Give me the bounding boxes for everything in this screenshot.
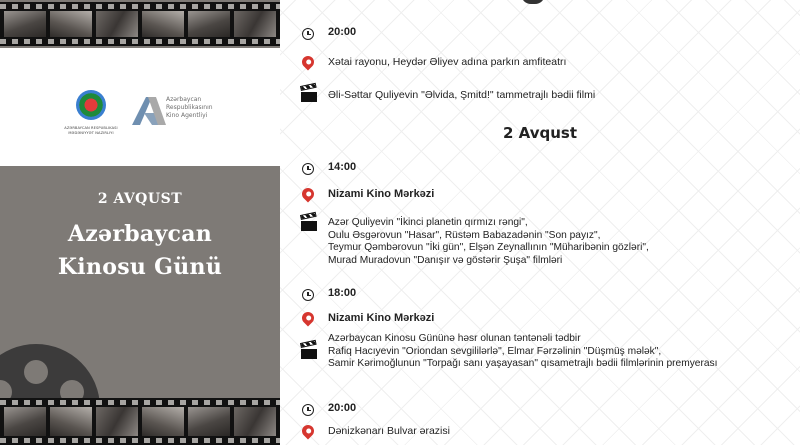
clapperboard-icon (300, 213, 318, 231)
event-film-row (300, 84, 595, 102)
filmstrip-top (0, 2, 280, 46)
film-line: Murad Muradovun "Danışır və göstərir Şuşa" filmləri (328, 254, 563, 266)
kino-agency-name: Azərbaycan Respublikasının Kino Agentliyi (166, 96, 213, 119)
event-location-row (300, 425, 450, 443)
event-film-row (300, 333, 717, 371)
event-time-row (300, 26, 356, 44)
kino-agency-logo-icon (130, 93, 170, 127)
state-emblem-icon (76, 90, 106, 120)
location-pin-icon (300, 186, 317, 203)
event-location: Nizami Kino Mərkəzi (328, 188, 435, 200)
event-time: 18:00 (328, 287, 357, 299)
location-pin-icon (300, 310, 317, 327)
event-films (328, 333, 717, 371)
film-line: Samir Kərimoğlunun "Torpağı sanı yaşayasan" qısametrajlı bədii filmlərinin premyerası (328, 358, 718, 370)
event-location: Nizami Kino Mərkəzi (328, 312, 435, 324)
clock-icon (302, 404, 314, 416)
ministry-caption: AZƏRBAYCAN RESPUBLIKASI MƏDƏNIYYƏT NAZIRLIYI (64, 126, 118, 135)
event-time: 20:00 (328, 26, 357, 38)
film-line: Oulu Əsgərovun "Hasar", Rüstəm Babazadənin "Son payız", (328, 229, 601, 241)
filmstrip-bottom (0, 398, 280, 445)
film-line: Azərbaycan Kinosu Gününə həsr olunan təntənəli tədbir (328, 333, 581, 344)
event-time-row (300, 161, 356, 179)
event-time: 20:00 (328, 402, 357, 414)
clapperboard-icon (300, 341, 318, 359)
event-film-row (300, 213, 649, 267)
event-location-row (300, 188, 434, 206)
event-location-row (300, 56, 566, 74)
event-time-row (300, 402, 356, 420)
event-location: Dənizkənarı Bulvar ərazisi (328, 425, 450, 437)
event-film: Əli-Səttar Quliyevin "Əlvida, Şmitd!" tammetrajlı bədii filmi (328, 89, 596, 101)
event-films (328, 213, 649, 267)
clapperboard-icon (300, 84, 318, 102)
logo-card (0, 48, 280, 166)
event-time-row (300, 287, 356, 305)
poster-title: Azərbaycan Kinosu Günü (57, 221, 223, 280)
location-pin-icon (300, 423, 317, 440)
clock-icon (302, 163, 314, 175)
event-location: Xətai rayonu, Heydər Əliyev adına parkın amfiteatrı (328, 56, 567, 68)
event-poster (0, 0, 280, 445)
day-header: 2 Avqust (502, 124, 578, 142)
clock-icon (302, 28, 314, 40)
clock-icon (302, 289, 314, 301)
film-line: Azər Quliyevin "İkinci planetin qırmızı rəngi", (328, 217, 528, 228)
event-time: 14:00 (328, 161, 357, 173)
location-pin-icon (300, 54, 317, 71)
film-line: Rafiq Hacıyevin "Oriondan sevgililərlə", Elmar Fərzəlinin "Düşmüş mələk", (328, 345, 662, 357)
film-line: Teymur Qəmbərovun "İki gün", Elşən Zeynallının "Müharibənin gözləri", (328, 242, 649, 254)
event-schedule (280, 0, 800, 445)
event-location-row (300, 312, 434, 330)
poster-date: 2 AVQUST (97, 191, 183, 207)
